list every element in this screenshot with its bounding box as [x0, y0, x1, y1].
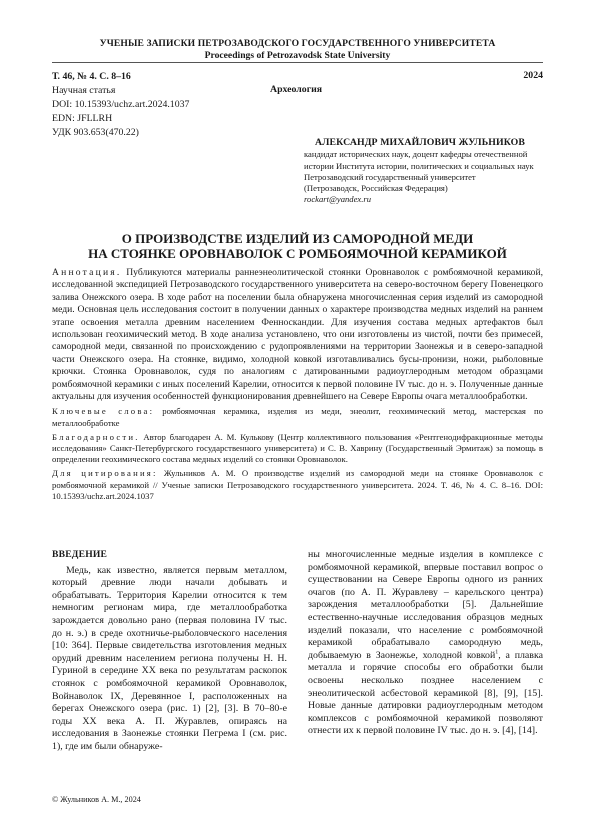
author-affiliation: Петрозаводский государственный университет [304, 171, 476, 182]
header-rule [52, 62, 543, 63]
acknowledgments-text: Автор благодарен А. М. Кулькову (Центр коллективного пользования «Рентгенодифракционные методы исследования» Санкт-Петербургского государственного университета) и С. В. Хаврину (Государственный Эрмитаж) за помощь в определении геохимического состава медных изделий со стоянки Оровнаволок. [52, 431, 544, 465]
article-title-line-1: О ПРОИЗВОДСТВЕ ИЗДЕЛИЙ ИЗ САМОРОДНОЙ МЕДИ [121, 231, 474, 246]
author-name: АЛЕКСАНДР МИХАЙЛОВИЧ ЖУЛЬНИКОВ [314, 137, 526, 148]
edn: EDN: JFLLRH [52, 113, 113, 124]
journal-subtitle: Proceedings of Petrozavodsk State University [204, 50, 391, 61]
acknowledgments-label: Благодарности. [52, 431, 140, 442]
body-text-part-a: ны многочисленные медные изделия в комплексе с ромбоямочной керамикой, впервые поставил вопрос о существовании на Севере Европы одного из ранних очагов (по А. П. Журавлеву – карельского центра) зарождения металлообработки [5]. Дальнейшие естественно-научные исследования образцов медных изделий показали, что население с ромбоямочной керамикой обрабатывало самородную медь, добываемую в Заонежье, холодной ковкой [308, 549, 543, 661]
body-text-part-b: , а плавка металла и горячие способы его обработки были освоены несколько позднее населением с энеолитической асбестовой керамикой [8], [9], [15]. Новые данные датировки радиоуглеродным методом комплексов с ромбоямочной керамикой позволяют отнести их к первой половине IV тыс. до н. э. [4], [14]. [308, 649, 543, 737]
copyright: © Жульников А. М., 2024 [52, 795, 141, 804]
article-type: Научная статья [52, 85, 116, 96]
article-title [52, 232, 543, 261]
author-position: кандидат исторических наук, доцент кафедры отечественной истории Института истории, политических и социальных наук [304, 149, 534, 171]
abstract [52, 267, 543, 403]
citation-text: Жульников А. М. О производстве изделий из самородной меди на стоянке Оровнаволок с ромбоямочной керамикой // Ученые записки Петрозаводского государственного университета. 2024. Т. 46, № 4. С. 8–16. DOI: 10.15393/uchz.art.2024.1037 [52, 468, 543, 501]
footnote-marker[interactable]: 1 [495, 649, 499, 656]
section-heading-introduction: ВВЕДЕНИЕ [52, 549, 108, 560]
article-title-line-2: НА СТОЯНКЕ ОРОВНАВОЛОК С РОМБОЯМОЧНОЙ КЕРАМИКОЙ [88, 245, 507, 261]
acknowledgments [52, 432, 543, 466]
author-location: (Петрозаводск, Российская Федерация) [304, 183, 448, 194]
author-block [304, 137, 544, 206]
body-column-left [52, 549, 287, 754]
abstract-text: Публикуются материалы раннеэнеолитической стоянки Оровнаволок с ромбоямочной керамикой, исследованной экспедицией Петрозаводского государственного университета на северо-восточном берегу Повенецкого залива Онежского озера. В ходе работ на поселении была обнаружена многочисленная серия изделий из самородной меди. Основная цель исследования состоит в получении данных о характере производства медных изделий на раннем этапе освоения металла древним населением Фенноскандии. Для изучения состава медных артефактов был использован геохимический метод. В ходе анализа установлено, что они изготовлены из чистой, почти без примесей, самородной меди, связанной по происхождению с рудопроявлениями на территории Заонежья и в северо-западной части Онежского озера. На стоянке, видимо, холодной ковкой изготавливались бусы-пронизи, ножи, рыболовные крючки. Стоянка Оровнаволок, судя по аналогиям с датированными радиоуглеродным методом образцами ромбоямочной керамики с иных поселений Карелии, относится к первой половине IV тыс. до н. э. Полученные данные актуальны для изучения особенностей функционирования древнейшего на Севере Европы очага металлообработки. [52, 267, 543, 403]
body-paragraph: Медь, как известно, является первым металлом, который древние люди начали добывать и обрабатывать. Территория Карелии относится к тем немногим регионам мира, где металлообработка зарождается довольно рано (первая половина IV тыс. до н. э.) в среде охотничье-рыболовческого населения [10: 364]. Первые свидетельства изготовления медных орудий древним населением региона получены Н. Н. Гуриной в середине XX века по результатам раскопок стоянок с ромбоямочной керамикой Оровнаволок, Войнаволок IX, Деревянное I, расположенных на берегах Онежского озера (рис. 1) [2], [3]. В 70–80-е годы XX века А. П. Журавлев, опираясь на исследования в Заонежье стоянки Пегрема I (см. рис. 1), где им были обнаруже- [52, 564, 287, 752]
citation-label: Для цитирования: [52, 468, 158, 479]
section-name: Археология [270, 84, 323, 95]
abstract-block [52, 267, 543, 502]
volume-info: Т. 46, № 4. С. 8–16 [52, 71, 131, 82]
doi[interactable]: DOI: 10.15393/uchz.art.2024.1037 [52, 99, 190, 110]
keywords-text: ромбоямочная керамика, изделия из меди, энеолит, геохимический метод, мастерская по металлообработке [52, 406, 543, 428]
article-meta [52, 70, 189, 140]
keywords-label: Ключевые слова: [52, 406, 155, 417]
author-email[interactable]: rockart@yandex.ru [304, 194, 372, 205]
abstract-label: Аннотация. [52, 267, 122, 278]
udk: УДК 903.653(470.22) [52, 127, 139, 138]
journal-title: УЧЕНЫЕ ЗАПИСКИ ПЕТРОЗАВОДСКОГО ГОСУДАРСТВЕННОГО УНИВЕРСИТЕТА [99, 38, 496, 49]
citation [52, 468, 543, 502]
publication-year: 2024 [523, 70, 543, 81]
keywords [52, 406, 543, 428]
body-column-right [308, 549, 543, 738]
body-paragraph-continued [308, 549, 543, 738]
